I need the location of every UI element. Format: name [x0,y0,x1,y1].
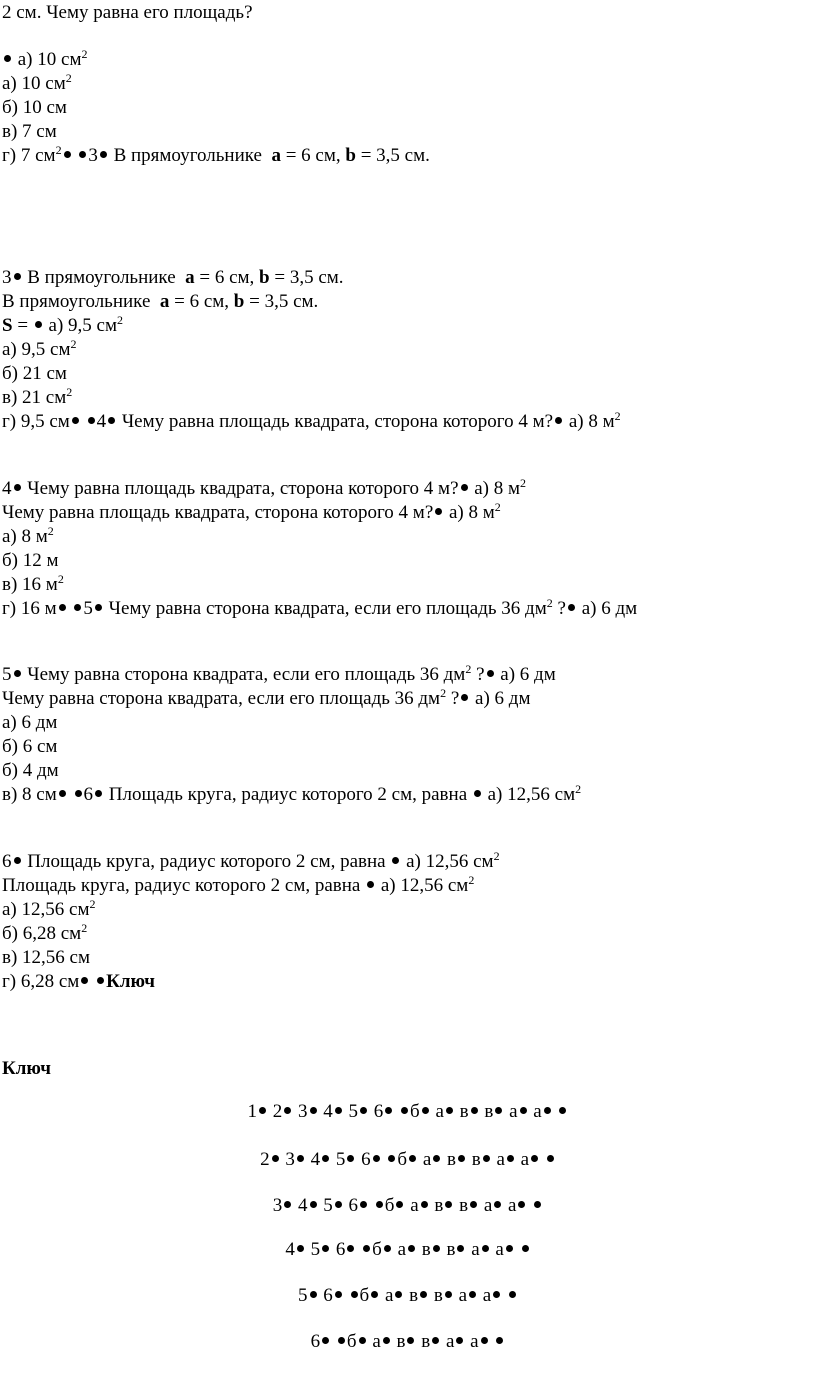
q3-option-d: г) 9,5 см 4 Чему равна площадь квадрата, сторона которого 4 м? а) 8 $м^2$ [2,409,621,432]
bullet-icon [496,1337,503,1344]
bullet-icon [494,1201,501,1208]
q6-option-c: в) 12,56 см [2,947,91,968]
bullet-icon [72,417,79,424]
q3-option-b: б) 21 см [2,363,67,384]
bullet-icon [14,484,21,491]
bullet-icon [64,151,71,158]
bullet-icon [483,1155,490,1162]
bullet-icon [376,1201,383,1208]
bullet-icon [297,1155,304,1162]
q3-formula: S = а) 9,5 $см^2$ [2,313,124,336]
bullet-icon [568,604,575,611]
bullet-icon [408,1245,415,1252]
bullet-icon [495,1107,502,1114]
bullet-icon [322,1337,329,1344]
bullet-icon [385,1107,392,1114]
bullet-icon [335,1107,342,1114]
bullet-icon [555,417,562,424]
bullet-icon [75,790,82,797]
bullet-icon [88,417,95,424]
q4-option-b: б) 12 м [2,550,59,571]
q3-heading: 3 В прямоугольнике a = 6 см, b = 3,5 см. [2,267,344,288]
bullet-icon [363,1245,370,1252]
bullet-icon [338,1337,345,1344]
bullet-icon [388,1155,395,1162]
bullet-icon [493,1291,500,1298]
bullet-icon [322,1155,329,1162]
bullet-icon [97,977,104,984]
q2-option-d: г) 7 $см^2$ 3 В прямоугольнике a = 6 см, b = 3,5 см. [2,143,430,166]
bullet-icon [371,1291,378,1298]
q3-text: В прямоугольнике a = 6 см, b = 3,5 см. [2,291,319,312]
intro-line: 2 см. Чему равна его площадь? [2,2,253,23]
bullet-icon [482,1245,489,1252]
bullet-icon [470,1201,477,1208]
q6-option-d: г) 6,28 см Ключ [2,971,156,992]
key-heading: Ключ [2,1058,51,1079]
bullet-icon [272,1155,279,1162]
bullet-icon [360,1201,367,1208]
bullet-icon [421,1201,428,1208]
bullet-icon [522,1245,529,1252]
key-row-5: 5 6 б а в в а а [0,1285,816,1307]
q5-option-b: б) 6 см [2,736,58,757]
key-row-2: 2 3 4 5 6 б а в в а а [0,1149,816,1171]
bullet-icon [74,604,81,611]
q4-option-c: в) 16 $м^2$ [2,572,64,595]
bullet-icon [456,1337,463,1344]
bullet-icon [108,417,115,424]
bullet-icon [461,694,468,701]
bullet-icon [520,1107,527,1114]
bullet-icon [347,1245,354,1252]
bullet-icon [396,1201,403,1208]
q4-option-d: г) 16 м 5 Чему равна сторона квадрата, если его площадь 36 $дм^2$ ? а) 6 дм [2,596,638,619]
q5-option-a: а) 6 дм [2,712,58,733]
q3-option-c: в) 21 $см^2$ [2,385,73,408]
bullet-icon [547,1155,554,1162]
bullet-icon [4,55,11,62]
bullet-icon [347,1155,354,1162]
bullet-icon [433,1245,440,1252]
bullet-icon [445,1201,452,1208]
q4-option-a: а) 8 $м^2$ [2,524,54,547]
bullet-icon [474,790,481,797]
q4-heading: 4 Чему равна площадь квадрата, сторона которого 4 м? а) 8 $м^2$ [2,476,527,499]
bullet-icon [95,790,102,797]
bullet-icon [310,1107,317,1114]
bullet-icon [507,1155,514,1162]
q5-text: Чему равна сторона квадрата, если его площадь 36 $дм^2$ ? а) 6 дм [2,686,531,709]
bullet-icon [445,1291,452,1298]
bullet-icon [544,1107,551,1114]
q2-option-a: а) 10 $см^2$ [2,71,72,94]
bullet-icon [335,1291,342,1298]
bullet-icon [35,321,42,328]
bullet-icon [446,1107,453,1114]
bullet-icon [407,1337,414,1344]
bullet-icon [509,1291,516,1298]
bullet-icon [422,1107,429,1114]
bullet-icon [458,1155,465,1162]
bullet-icon [506,1245,513,1252]
bullet-icon [14,670,21,677]
q2-option-c: в) 7 см [2,121,57,142]
bullet-icon [284,1107,291,1114]
bullet-icon [351,1291,358,1298]
bullet-icon [14,273,21,280]
bullet-icon [435,508,442,515]
bullet-icon [367,881,374,888]
bullet-icon [395,1291,402,1298]
bullet-icon [559,1107,566,1114]
q6-option-b: б) 6,28 $см^2$ [2,921,88,944]
bullet-icon [531,1155,538,1162]
q2-option-b: б) 10 см [2,97,67,118]
bullet-icon [534,1201,541,1208]
bullet-icon [284,1201,291,1208]
bullet-icon [401,1107,408,1114]
key-row-3: 3 4 5 6 б а в в а а [0,1195,816,1217]
bullet-icon [487,670,494,677]
bullet-icon [310,1291,317,1298]
bullet-icon [420,1291,427,1298]
q4-text: Чему равна площадь квадрата, сторона которого 4 м? а) 8 $м^2$ [2,500,501,523]
bullet-icon [359,1337,366,1344]
bullet-icon [392,857,399,864]
bullet-icon [95,604,102,611]
bullet-icon [310,1201,317,1208]
key-row-1: 1 2 3 4 5 6 б а в в а а [0,1101,816,1123]
bullet-icon [384,1245,391,1252]
bullet-icon [335,1201,342,1208]
bullet-icon [461,484,468,491]
q5-option-d: в) 8 см 6 Площадь круга, радиус которого 2 см, равна а) 12,56 $см^2$ [2,782,582,805]
bullet-icon [100,151,107,158]
bullet-icon [259,1107,266,1114]
q5-heading: 5 Чему равна сторона квадрата, если его площадь 36 $дм^2$ ? а) 6 дм [2,662,556,685]
bullet-icon [14,857,21,864]
q5-option-c: б) 4 дм [2,760,59,781]
bullet-icon [81,977,88,984]
bullet-icon [373,1155,380,1162]
q6-text: Площадь круга, радиус которого 2 см, равна а) 12,56 $см^2$ [2,873,475,896]
bullet-icon [433,1155,440,1162]
bullet-icon [59,604,66,611]
bullet-icon [409,1155,416,1162]
bullet-icon [471,1107,478,1114]
bullet-icon [457,1245,464,1252]
bullet-icon [518,1201,525,1208]
key-row-6: 6 б а в в а а [0,1331,816,1353]
key-row-4: 4 5 6 б а в в а а [0,1239,816,1261]
bullet-icon [432,1337,439,1344]
q3-option-a: а) 9,5 $см^2$ [2,337,77,360]
bullet-icon [322,1245,329,1252]
bullet-icon [360,1107,367,1114]
bullet-icon [79,151,86,158]
q6-heading: 6 Площадь круга, радиус которого 2 см, равна а) 12,56 $см^2$ [2,849,500,872]
q6-option-a: а) 12,56 $см^2$ [2,897,96,920]
bullet-icon [297,1245,304,1252]
bullet-icon [383,1337,390,1344]
bullet-icon [59,790,66,797]
bullet-icon [481,1337,488,1344]
bullet-icon [469,1291,476,1298]
q2-bullet-answer: а) 10 $см^2$ [2,49,87,71]
